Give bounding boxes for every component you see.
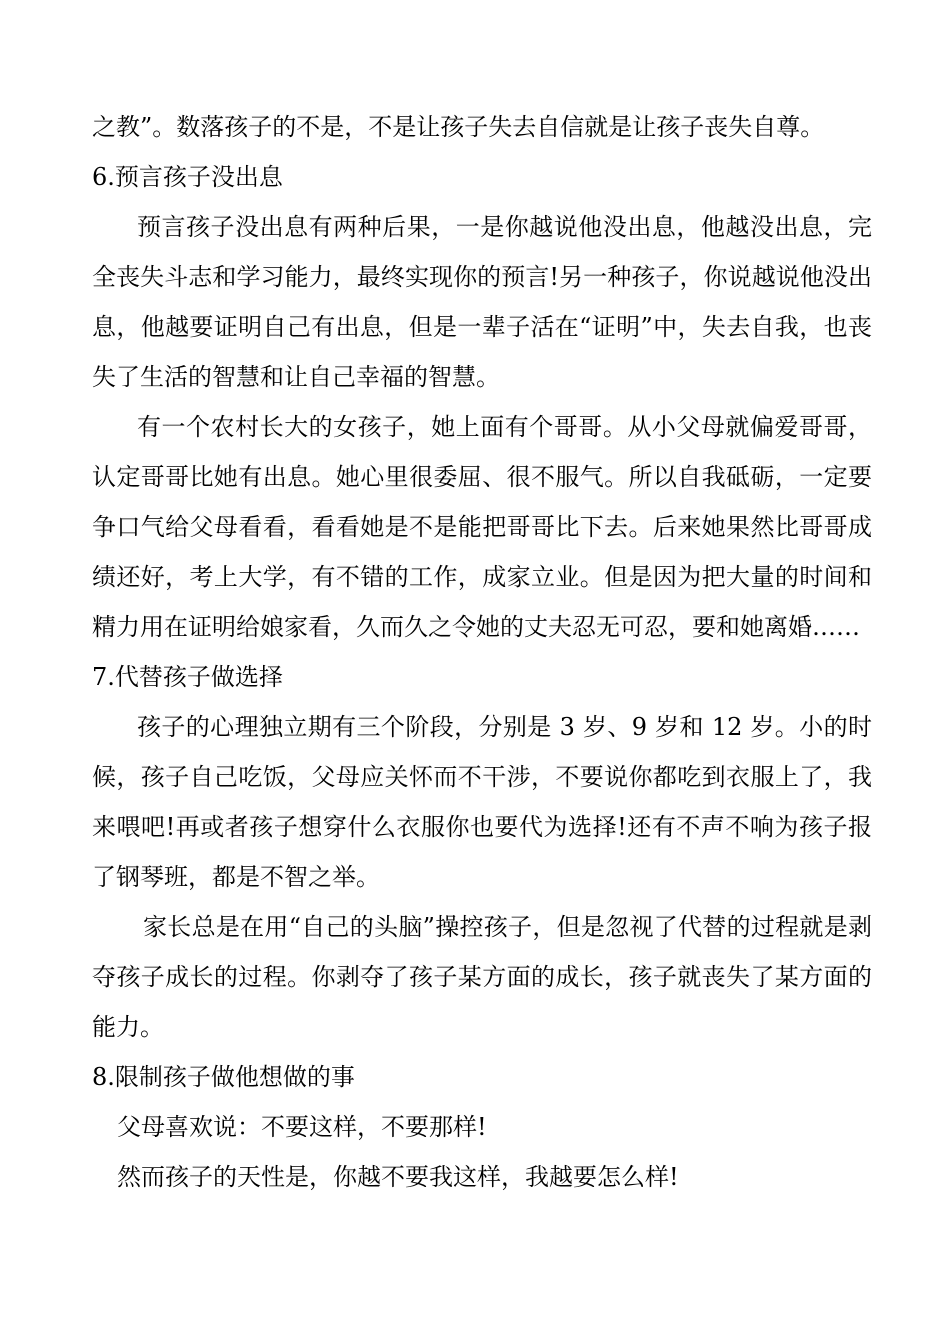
paragraph-rural-girl-story: 有一个农村长大的女孩子，她上面有个哥哥。从小父母就偏爱哥哥，认定哥哥比她有出息。她心里很委屈、很不服气。所以自我砥砺，一定要争口气给父母看看，看看她是不是能把哥哥比下去。后来她果然比哥哥成绩还好，考上大学，有不错的工作，成家立业。但是因为把大量的时间和精力用在证明给娘家看，久而久之令她的丈夫忍无可忍，要和她离婚…… bbox=[92, 413, 872, 641]
paragraph-parent-control: 家长总是在用“自己的头脑”操控孩子，但是忽视了代替的过程就是剥夺孩子成长的过程。你剥夺了孩子某方面的成长，孩子就丧失了某方面的能力。 bbox=[92, 913, 872, 1041]
section-heading-8: 8.限制孩子做他想做的事 bbox=[92, 1063, 355, 1091]
paragraph-prophecy: 预言孩子没出息有两种后果，一是你越说他没出息，他越没出息，完全丧失斗志和学习能力，最终实现你的预言!另一种孩子，你说越说他没出息，他越要证明自己有出息，但是一辈子活在“证明”中，失去自我，也丧失了生活的智慧和让自己幸福的智慧。 bbox=[92, 213, 872, 391]
paragraph-child-nature: 然而孩子的天性是，你越不要我这样，我越要怎么样! bbox=[117, 1163, 679, 1191]
paragraph-independence-stages: 孩子的心理独立期有三个阶段，分别是 3 岁、9 岁和 12 岁。小的时候，孩子自己吃饭，父母应关怀而不干涉，不要说你都吃到衣服上了，我来喂吧!再或者孩子想穿什么衣服你也要代为选择!还有不声不响为孩子报了钢琴班，都是不智之举。 bbox=[92, 713, 872, 891]
document-page bbox=[92, 102, 872, 1202]
section-heading-7: 7.代替孩子做选择 bbox=[92, 663, 283, 691]
section-heading-6: 6.预言孩子没出息 bbox=[92, 163, 283, 191]
paragraph-continuation: 之教”。数落孩子的不是，不是让孩子失去自信就是让孩子丧失自尊。 bbox=[92, 113, 825, 141]
paragraph-parents-say: 父母喜欢说：不要这样，不要那样! bbox=[117, 1113, 487, 1141]
